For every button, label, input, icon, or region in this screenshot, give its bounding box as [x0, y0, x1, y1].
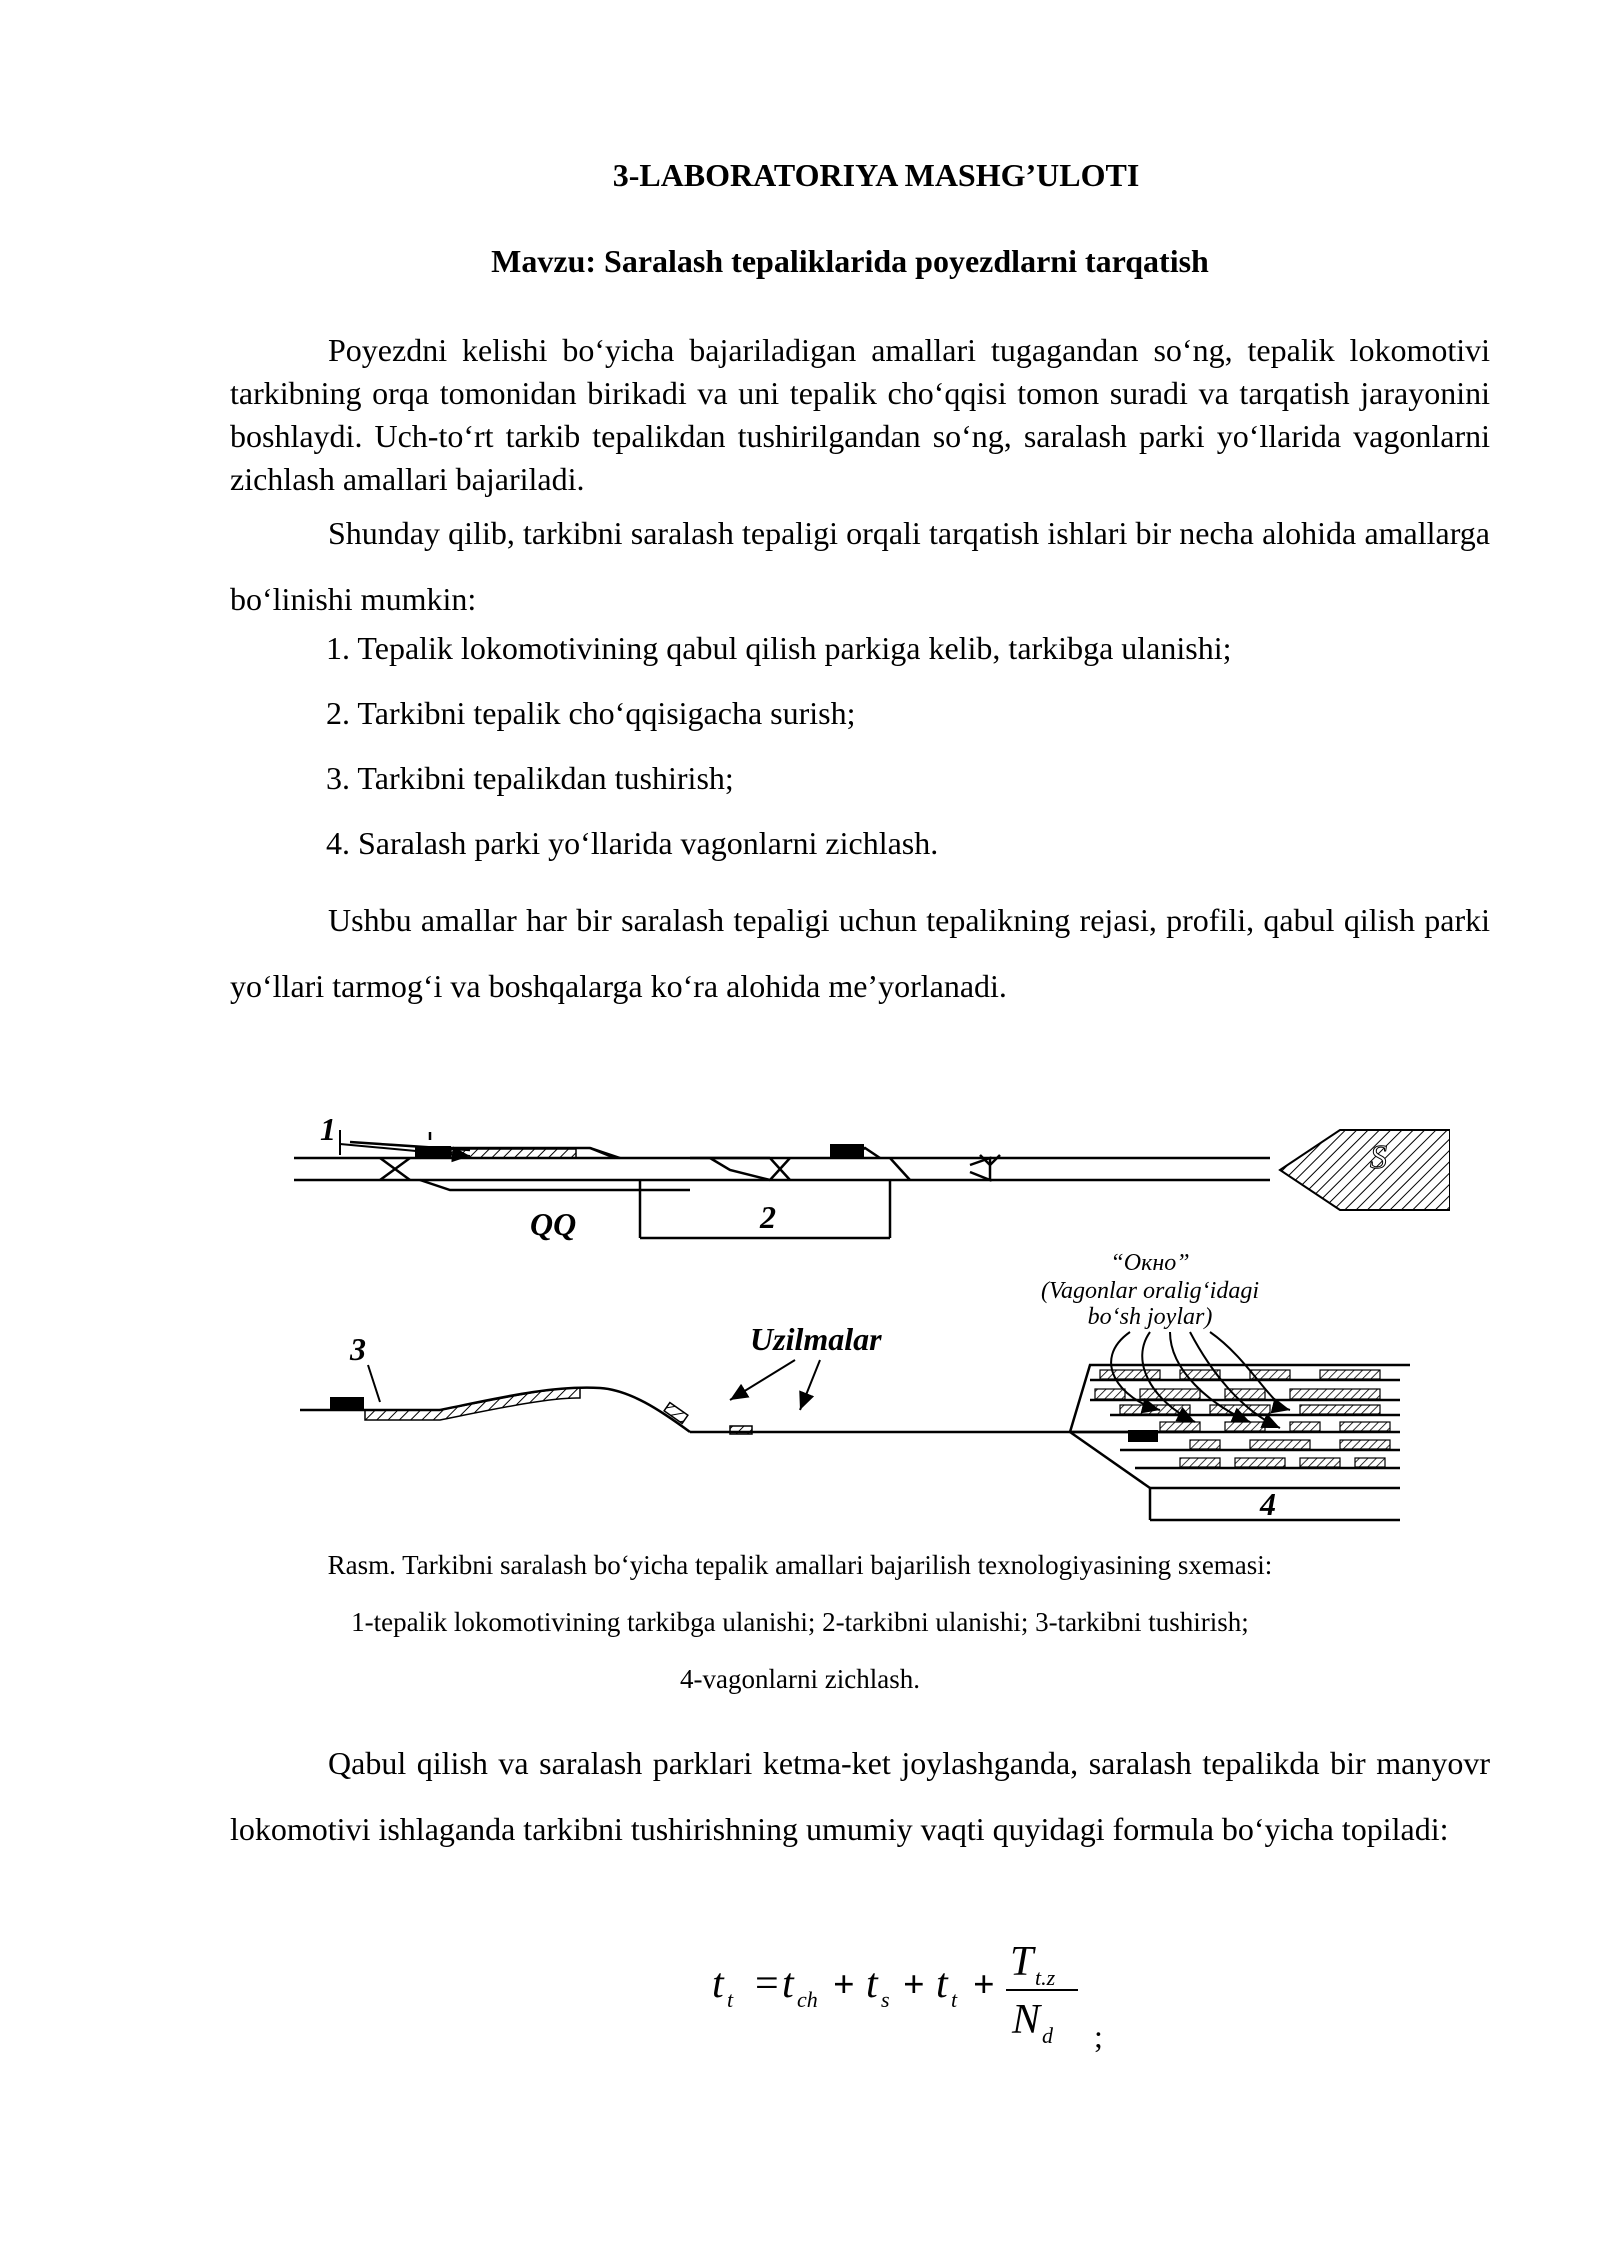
label-1: 1: [320, 1111, 336, 1147]
okno-label: “Окно”: [1110, 1250, 1190, 1276]
figure-caption: 4-vagonlarni zichlash.: [680, 1664, 920, 1694]
formula-numerator: T: [1010, 1939, 1034, 1985]
formula-term: t: [866, 1961, 878, 2007]
formula-semicolon: ;: [1094, 2018, 1103, 2054]
paragraph-operations: Shunday qilib, tarkibni saralash tepaligi orqali tarqatish ishlari bir necha alohida amallarga bo‘linishi mumkin:: [230, 515, 1490, 617]
label-2: 2: [760, 1199, 776, 1235]
hump-scheme-figure: [290, 1110, 1450, 1540]
page-title: 3-LABORATORIYA MASHG’ULOTI: [612, 157, 1140, 193]
page-subtitle: Mavzu: Saralash tepaliklarida poyezdlarni tarqatish: [491, 243, 1209, 279]
locomotive-icon: [1128, 1430, 1158, 1442]
formula-denominator: N: [1012, 1997, 1041, 2043]
label-4: 4: [1260, 1486, 1276, 1522]
list-item: 1. Tepalik lokomotivining qabul qilish parkiga kelib, tarkibga ulanishi;: [326, 630, 1232, 666]
formula-total-time: [700, 1935, 1120, 2065]
list-item: 3. Tarkibni tepalikdan tushirish;: [326, 760, 734, 796]
figure-caption: 1-tepalik lokomotivining tarkibga ulanishi; 2-tarkibni ulanishi; 3-tarkibni tushirish;: [351, 1607, 1249, 1637]
figure-caption: Rasm. Tarkibni saralash bo‘yicha tepalik amallari bajarilish texnologiyasining sxemasi:: [327, 1550, 1273, 1580]
label-uzilmalar: Uzilmalar: [750, 1321, 882, 1357]
okno-description: (Vagonlar oralig‘idagi: [1040, 1278, 1260, 1304]
formula-sub: t: [951, 1987, 958, 2012]
formula-plus: +: [903, 1964, 925, 2006]
locomotive-icon: [330, 1397, 364, 1410]
paragraph-formula-intro: Qabul qilish va saralash parklari ketma-ket joylashganda, saralash tepalikda bir manyovr lokomotivi ishlaganda tarkibni tushirishning umumiy vaqti quyidagi formula bo‘yicha topiladi:: [230, 1745, 1490, 1847]
formula-sub: t.z: [1035, 1965, 1056, 1990]
formula-term: t: [782, 1961, 794, 2007]
label-3: 3: [350, 1331, 366, 1367]
label-qq: QQ: [530, 1206, 577, 1242]
locomotive-icon: [830, 1144, 864, 1158]
formula-sub: d: [1042, 2023, 1053, 2048]
paragraph-norms: Ushbu amallar har bir saralash tepaligi uchun tepalikning rejasi, profili, qabul qilish parki yo‘llari tarmog‘i va boshqalarga ko‘ra alohida me’yorlanadi.: [230, 902, 1490, 1004]
paragraph-intro: Poyezdni kelishi bo‘yicha bajariladigan amallari tugagandan so‘ng, tepalik lokomotivi tarkibning orqa tomonidan birikadi va uni tepalik cho‘qqisi tomon suradi va tarqatish jarayonini boshlaydi. Uch-to‘rt tarkib tepalikdan tushirilgandan so‘ng, saralash parki yo‘llarida vagonlarni zichlash amallari bajariladi.: [230, 332, 1490, 497]
okno-description: bo‘sh joylar): [1087, 1304, 1213, 1330]
formula-lhs: t: [712, 1961, 724, 2007]
lower-track-scheme: [300, 1365, 1410, 1520]
label-s: S: [1370, 1139, 1387, 1176]
formula-sub: s: [881, 1987, 890, 2012]
formula-eq: =: [755, 1961, 779, 2007]
formula-sub: ch: [797, 1987, 818, 2012]
formula-plus: +: [973, 1964, 995, 2006]
formula-term: t: [936, 1961, 948, 2007]
formula-plus: +: [833, 1964, 855, 2006]
list-item: 4. Saralash parki yo‘llarida vagonlarni zichlash.: [326, 825, 939, 861]
list-item: 2. Tarkibni tepalik cho‘qqisigacha surish;: [326, 695, 856, 731]
formula-sub: t: [727, 1987, 734, 2012]
